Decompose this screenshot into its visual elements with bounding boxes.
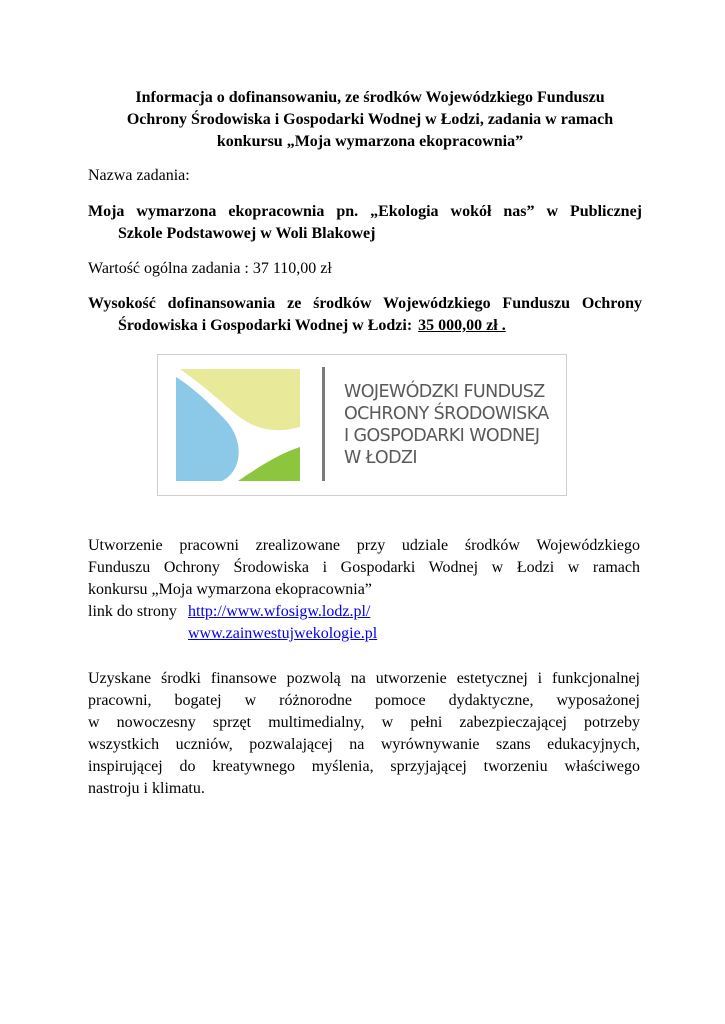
para1-line-2: Funduszu Ochrony Środowiska i Gospodarki Wodnej w Łodzi w ramach [88,559,640,576]
funding-line-1: Wysokość dofinansowania ze środków Wojewódzkiego Funduszu Ochrony [88,295,642,312]
funding-info [88,293,642,337]
para1-line-1: Utworzenie pracowni zrealizowane przy udziale środków Wojewódzkiego [88,537,640,554]
task-label: Nazwa zadania: [88,167,190,184]
links-row-2 [88,623,640,645]
link-zainwestuj[interactable]: www.zainwestujwekologie.pl [188,625,378,642]
logo-text [344,381,562,469]
para2-line-4: wszystkich uczniów, pozwalającej na wyrównywanie szans edukacyjnych, [88,736,640,753]
task-name-line-2: Szkole Podstawowej w Woli Blakowej [118,225,376,242]
funding-line-2-text: Środowiska i Gospodarki Wodnej w Łodzi: [118,317,413,334]
logo-green-leaf [238,447,300,481]
logo-divider [322,367,325,481]
logo-text-line-1: WOJEWÓDZKI FUNDUSZ [344,382,545,402]
funding-line-2 [88,315,642,337]
para2-line-2: pracowni, bogatej w różnorodne pomoce dydaktyczne, wyposażonej [88,692,640,709]
wfosigw-logo-mark-icon [172,365,302,485]
logo-text-line-3: I GOSPODARKI WODNEJ [344,426,540,446]
link-wfosigw[interactable]: http://www.wfosigw.lodz.pl/ [188,603,371,620]
wfosigw-logo [157,354,567,496]
funding-amount: 35 000,00 zł . [418,317,506,334]
total-value: Wartość ogólna zadania : 37 110,00 zł [88,260,332,277]
links-row-1 [88,601,640,623]
title-line-3: konkursu „Moja wymarzona ekopracownia” [216,133,524,150]
para2-line-6: nastroju i klimatu. [88,780,205,797]
task-name-line-1: Moja wymarzona ekopracownia pn. „Ekologia wokół nas” w Publicznej [88,203,642,220]
links-label: link do strony [88,603,177,620]
logo-text-line-2: OCHRONY ŚRODOWISKA [344,404,549,424]
logo-text-line-4: W ŁODZI [344,448,417,468]
para1-line-3: konkursu „Moja wymarzona ekopracownia” [88,581,372,598]
document-title [100,87,640,153]
links-section [88,601,640,645]
title-line-2: Ochrony Środowiska i Gospodarki Wodnej w Łodzi, zadania w ramach [126,111,614,128]
para2-line-5: inspirującej do kreatywnego myślenia, sprzyjającej tworzeniu właściwego [88,758,640,775]
para2-line-3: w nowoczesny sprzęt multimedialny, w pełni zabezpieczającej potrzeby [88,714,640,731]
para2-line-1: Uzyskane środki finansowe pozwolą na utworzenie estetycznej i funkcjonalnej [88,670,640,687]
title-line-1: Informacja o dofinansowaniu, ze środków Wojewódzkiego Funduszu [135,89,605,106]
task-name [88,201,642,245]
paragraph-creation [88,535,640,601]
paragraph-benefits [88,668,640,800]
